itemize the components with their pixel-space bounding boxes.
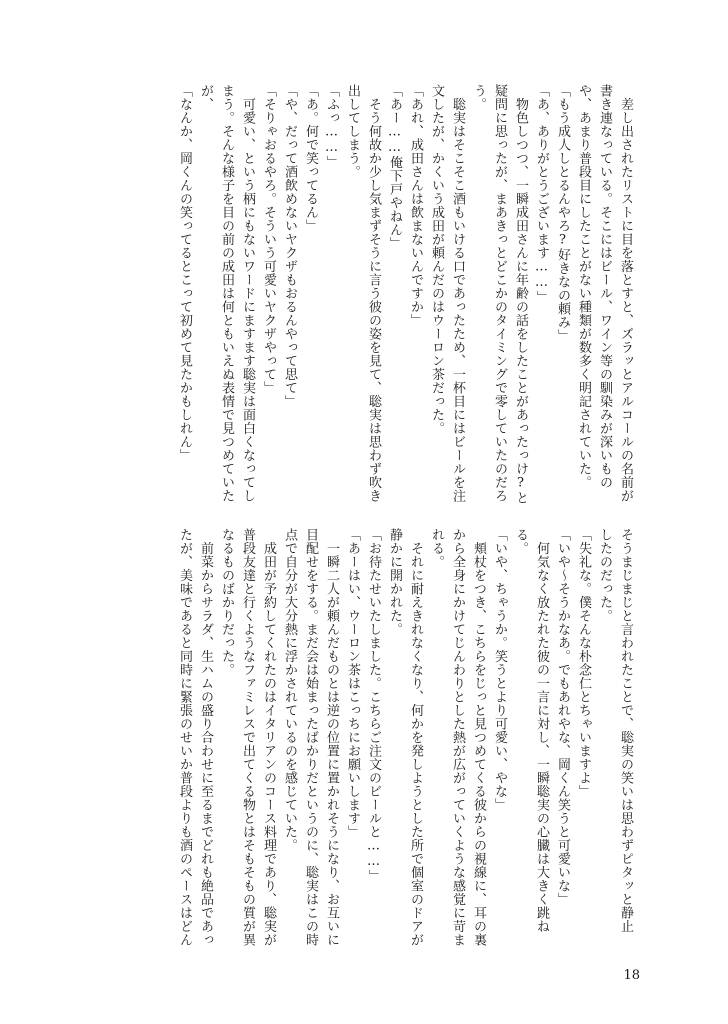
text-column: 「あ。何で笑ってるん」: [303, 84, 318, 233]
text-column: なるものばかりだった。: [219, 528, 234, 677]
text-column: から全身にかけてじんわりとした熱が広がっていくような感覚に苛ま: [450, 528, 465, 947]
text-column: 物色しつつ、一瞬成田さんに年齢の話をしたことがあったっけ?と: [513, 84, 528, 505]
text-column: 一瞬二人が頼んだものとは逆の位置に置かれそうになり、お互いに: [324, 528, 339, 947]
text-column: 「もう成人しとるんやろ?好きなの頼み」: [555, 84, 570, 343]
text-column: 頬杖をつき、こちらをじっと見つめてくる彼からの視線に、耳の裏: [471, 528, 486, 947]
text-column: そう何故か少し気まずそうに言う彼の姿を見て、聡実は思わず吹き: [366, 84, 381, 503]
text-column: う。: [471, 84, 486, 111]
text-column: 前菜からサラダ、生ハムの盛り合わせに至るまでどれも絶品であっ: [198, 528, 213, 947]
lower-text-block: [96, 528, 633, 947]
text-column: そうまじまじと言われたことで、聡実の笑いは思わずピタッと静止: [618, 528, 633, 933]
text-column: る。: [513, 528, 528, 555]
text-column: 「いや〜そうかなあ。でもあれやな、岡くん笑うと可愛いな」: [555, 528, 570, 906]
text-column: 「失礼な。僕そんな朴念仁とちゃいますよ」: [576, 528, 591, 798]
text-column: 「あーはい、ウーロン茶はこっちにお願いします」: [345, 528, 360, 839]
text-column: まう。そんな様子を目の前の成田は何ともいえぬ表情で見つめていた: [219, 84, 234, 503]
text-column: 「や、だって酒飲めないヤクザもおるんやって思て」: [282, 84, 297, 408]
text-column: それに耐えきれなくなり、何かを発しようとした所で個室のドアが: [408, 528, 423, 947]
text-column: 「あれ、成田さんは飲まないんですか」: [408, 84, 423, 327]
text-column: 差し出されたリストに目を落とすと、ズラッとアルコールの名前が: [618, 84, 633, 503]
text-column: 「あ、ありがとうございます……」: [534, 84, 549, 304]
text-column: したのだった。: [597, 528, 612, 623]
text-column: たが、美味であると同時に緊張のせいか普段よりも酒のペースはどん: [177, 528, 192, 947]
text-column: 可愛い、という柄にもないワードにますます聡実は面白くなってし: [240, 84, 255, 503]
text-column: 疑問に思ったが、まあきっとどこかのタイミングで零していたのだろ: [492, 84, 507, 503]
text-column: 目配せをする。まだ会は始まったばかりだというのに、聡実はこの時: [303, 528, 318, 947]
text-column: 「お待たせいたしました。こちらご注文のビールと……」: [366, 528, 381, 883]
text-column: 成田が予約してくれたのはイタリアンのコース料理であり、聡実が: [261, 528, 276, 947]
text-column: 点で自分が大分熱に浮かされているのを感じていた。: [282, 528, 297, 852]
text-column: 「あー……俺下戸やねん」: [387, 84, 402, 250]
text-column: 書き連なっている。そこにはビール、ワイン等の馴染みが深いもの: [597, 84, 612, 489]
text-column: 文したが、かくいう成田が頼んだのはウーロン茶だった。: [429, 84, 444, 435]
text-column: 出してしまう。: [345, 84, 360, 179]
text-column: 「ふっ……」: [324, 84, 339, 169]
text-column: 聡実はそこそこ酒もいける口であったため、一杯目にはビールを注: [450, 84, 465, 503]
text-column: 普段友達と行くようなファミレスで出てくる物とはそもそもの質が異: [240, 528, 255, 947]
text-column: れる。: [429, 528, 444, 569]
text-column: 静かに開かれた。: [387, 528, 402, 636]
text-column: や、あまり普段目にしたことがない種類が数多く明記されていた。: [576, 84, 591, 489]
text-column: 何気なく放たれた彼の一言に対し、一瞬聡実の心臓は大きく跳ね: [534, 528, 549, 933]
upper-text-block: [96, 84, 633, 505]
text-column: 「いや、ちゃうか。笑うとより可愛い、やな」: [492, 528, 507, 812]
page-number: 18: [623, 968, 640, 983]
text-column: が、: [198, 84, 213, 111]
text-column: 「そりゃおるやろ。そういう可愛いヤクザやって」: [261, 84, 276, 395]
text-column: 「なんか、岡くんの笑ってるとこって初めて見たかもしれん」: [177, 84, 192, 462]
